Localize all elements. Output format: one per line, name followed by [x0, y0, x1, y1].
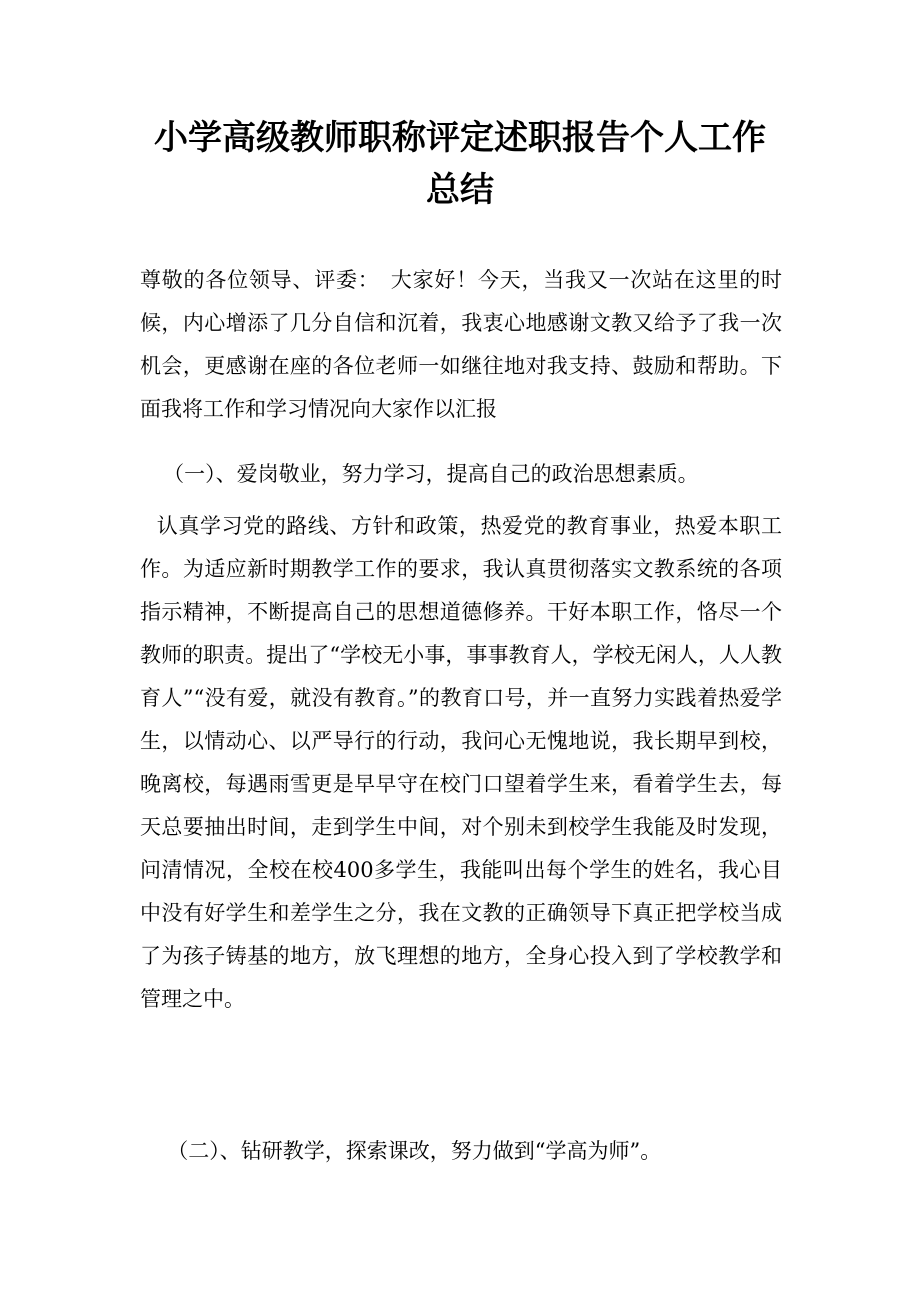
- section-1-paragraph: 认真学习党的路线、方针和政策，热爱党的教育事业，热爱本职工作。为适应新时期教学工作的要求，我认真贯彻落实文教系统的各项指示精神，不断提高自己的思想道德修养。干好本职工作，恪尽一个教师的职责。提出了“学校无小事，事事教育人，学校无闲人，人人教育人”“没有爱，就没有教育。”的教育口号，并一直努力实践着热爱学生，以情动心、以严导行的行动，我问心无愧地说，我长期早到校，晚离校，每遇雨雪更是早早守在校门口望着学生来，看着学生去，每天总要抽出时间，走到学生中间，对个别未到校学生我能及时发现，问清情况，全校在校400多学生，我能叫出每个学生的姓名，我心目中没有好学生和差学生之分，我在文教的正确领导下真正把学校当成了为孩子铸基的地方，放飞理想的地方，全身心投入到了学校教学和管理之中。: [140, 514, 782, 1011]
- greeting-paragraph: 尊敬的各位领导、评委： 大家好！今天，当我又一次站在这里的时候，内心增添了几分自信和沉着，我衷心地感谢文教又给予了我一次机会，更感谢在座的各位老师一如继往地对我支持、鼓励和帮助。下面我将工作和学习情况向大家作以汇报: [140, 268, 782, 421]
- section-heading-1: （一）、爱岗敬业，努力学习，提高自己的政治思想素质。: [163, 462, 699, 486]
- section-heading-2: （二）、钻研教学，探索课改，努力做到“学高为师”。: [167, 1139, 662, 1163]
- document-title: [140, 112, 780, 216]
- title-line-1: 小学高级教师职称评定述职报告个人工作: [154, 118, 766, 158]
- title-line-2: 总结: [426, 170, 494, 210]
